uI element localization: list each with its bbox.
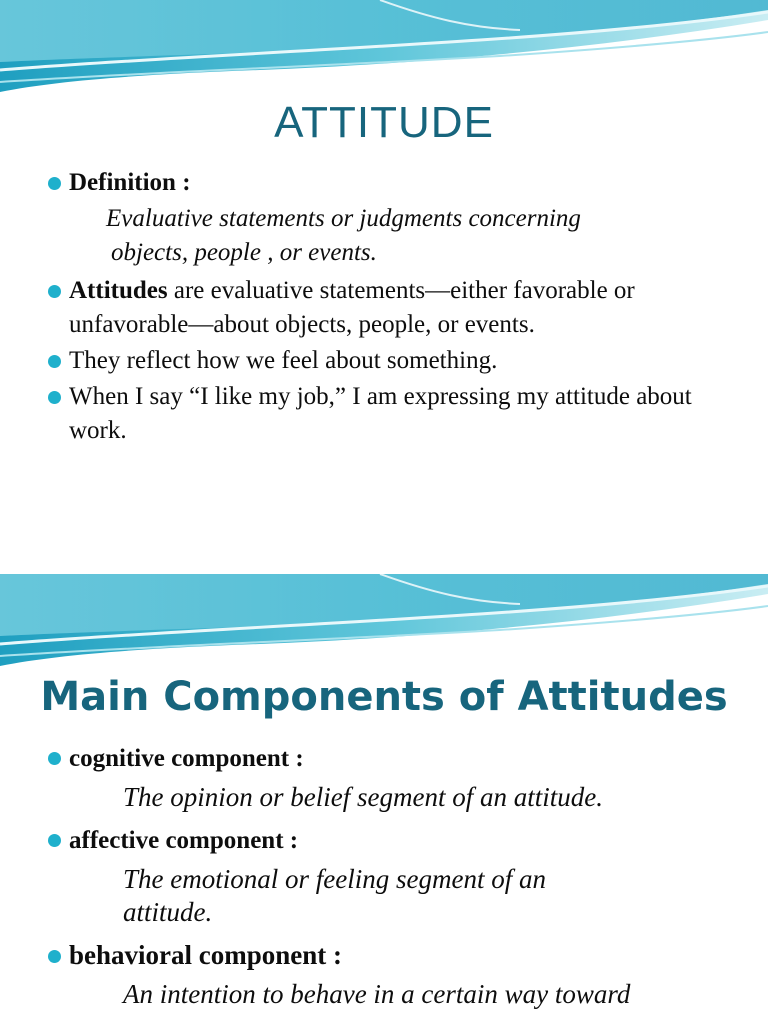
definition-text: [44, 202, 738, 270]
slide-title: ATTITUDE: [274, 98, 494, 147]
bullet-dot-icon: [48, 834, 61, 847]
bullet-dot-icon: [48, 285, 61, 298]
affective-definition: [44, 863, 738, 929]
list-item: [44, 166, 738, 200]
definition-label: Definition :: [69, 169, 191, 196]
cognitive-label: cognitive component :: [69, 745, 304, 772]
wave-banner: [0, 574, 768, 666]
behavioral-label: behavioral component :: [69, 940, 342, 970]
attitudes-term: Attitudes: [69, 277, 168, 304]
behavioral-definition: An intention to behave in a certain way toward: [123, 979, 631, 1009]
affective-line: attitude.: [123, 897, 213, 927]
definition-line: objects, people , or events.: [111, 239, 377, 266]
list-item: [44, 274, 738, 342]
bullet-dot-icon: [48, 752, 61, 765]
bullet-dot-icon: [48, 391, 61, 404]
attitudes-text: are evaluative statements—either favorable or unfavorable—about objects, people, or events.: [69, 277, 635, 338]
list-item: [44, 939, 738, 972]
bullet-dot-icon: [48, 355, 61, 368]
slide-components: [0, 574, 768, 1024]
slide-gap: [0, 540, 768, 574]
slide-title: Main Components of Attitudes: [40, 674, 728, 720]
affective-line: The emotional or feeling segment of an: [123, 864, 546, 894]
bullet-dot-icon: [48, 950, 61, 963]
bullet-list: [44, 166, 738, 450]
affective-label: affective component :: [69, 827, 299, 854]
wave-banner: [0, 0, 768, 92]
list-item: [44, 380, 738, 448]
list-item: [44, 824, 738, 857]
list-item: [44, 344, 738, 378]
reflect-text: They reflect how we feel about something.: [69, 347, 498, 374]
cognitive-definition: The opinion or belief segment of an attitude.: [123, 782, 603, 812]
job-example-text: When I say “I like my job,” I am expressing my attitude about work.: [69, 383, 692, 444]
bullet-dot-icon: [48, 177, 61, 190]
bullet-list: [44, 742, 738, 1021]
definition-line: Evaluative statements or judgments concerning: [106, 205, 581, 232]
list-item: [44, 742, 738, 775]
